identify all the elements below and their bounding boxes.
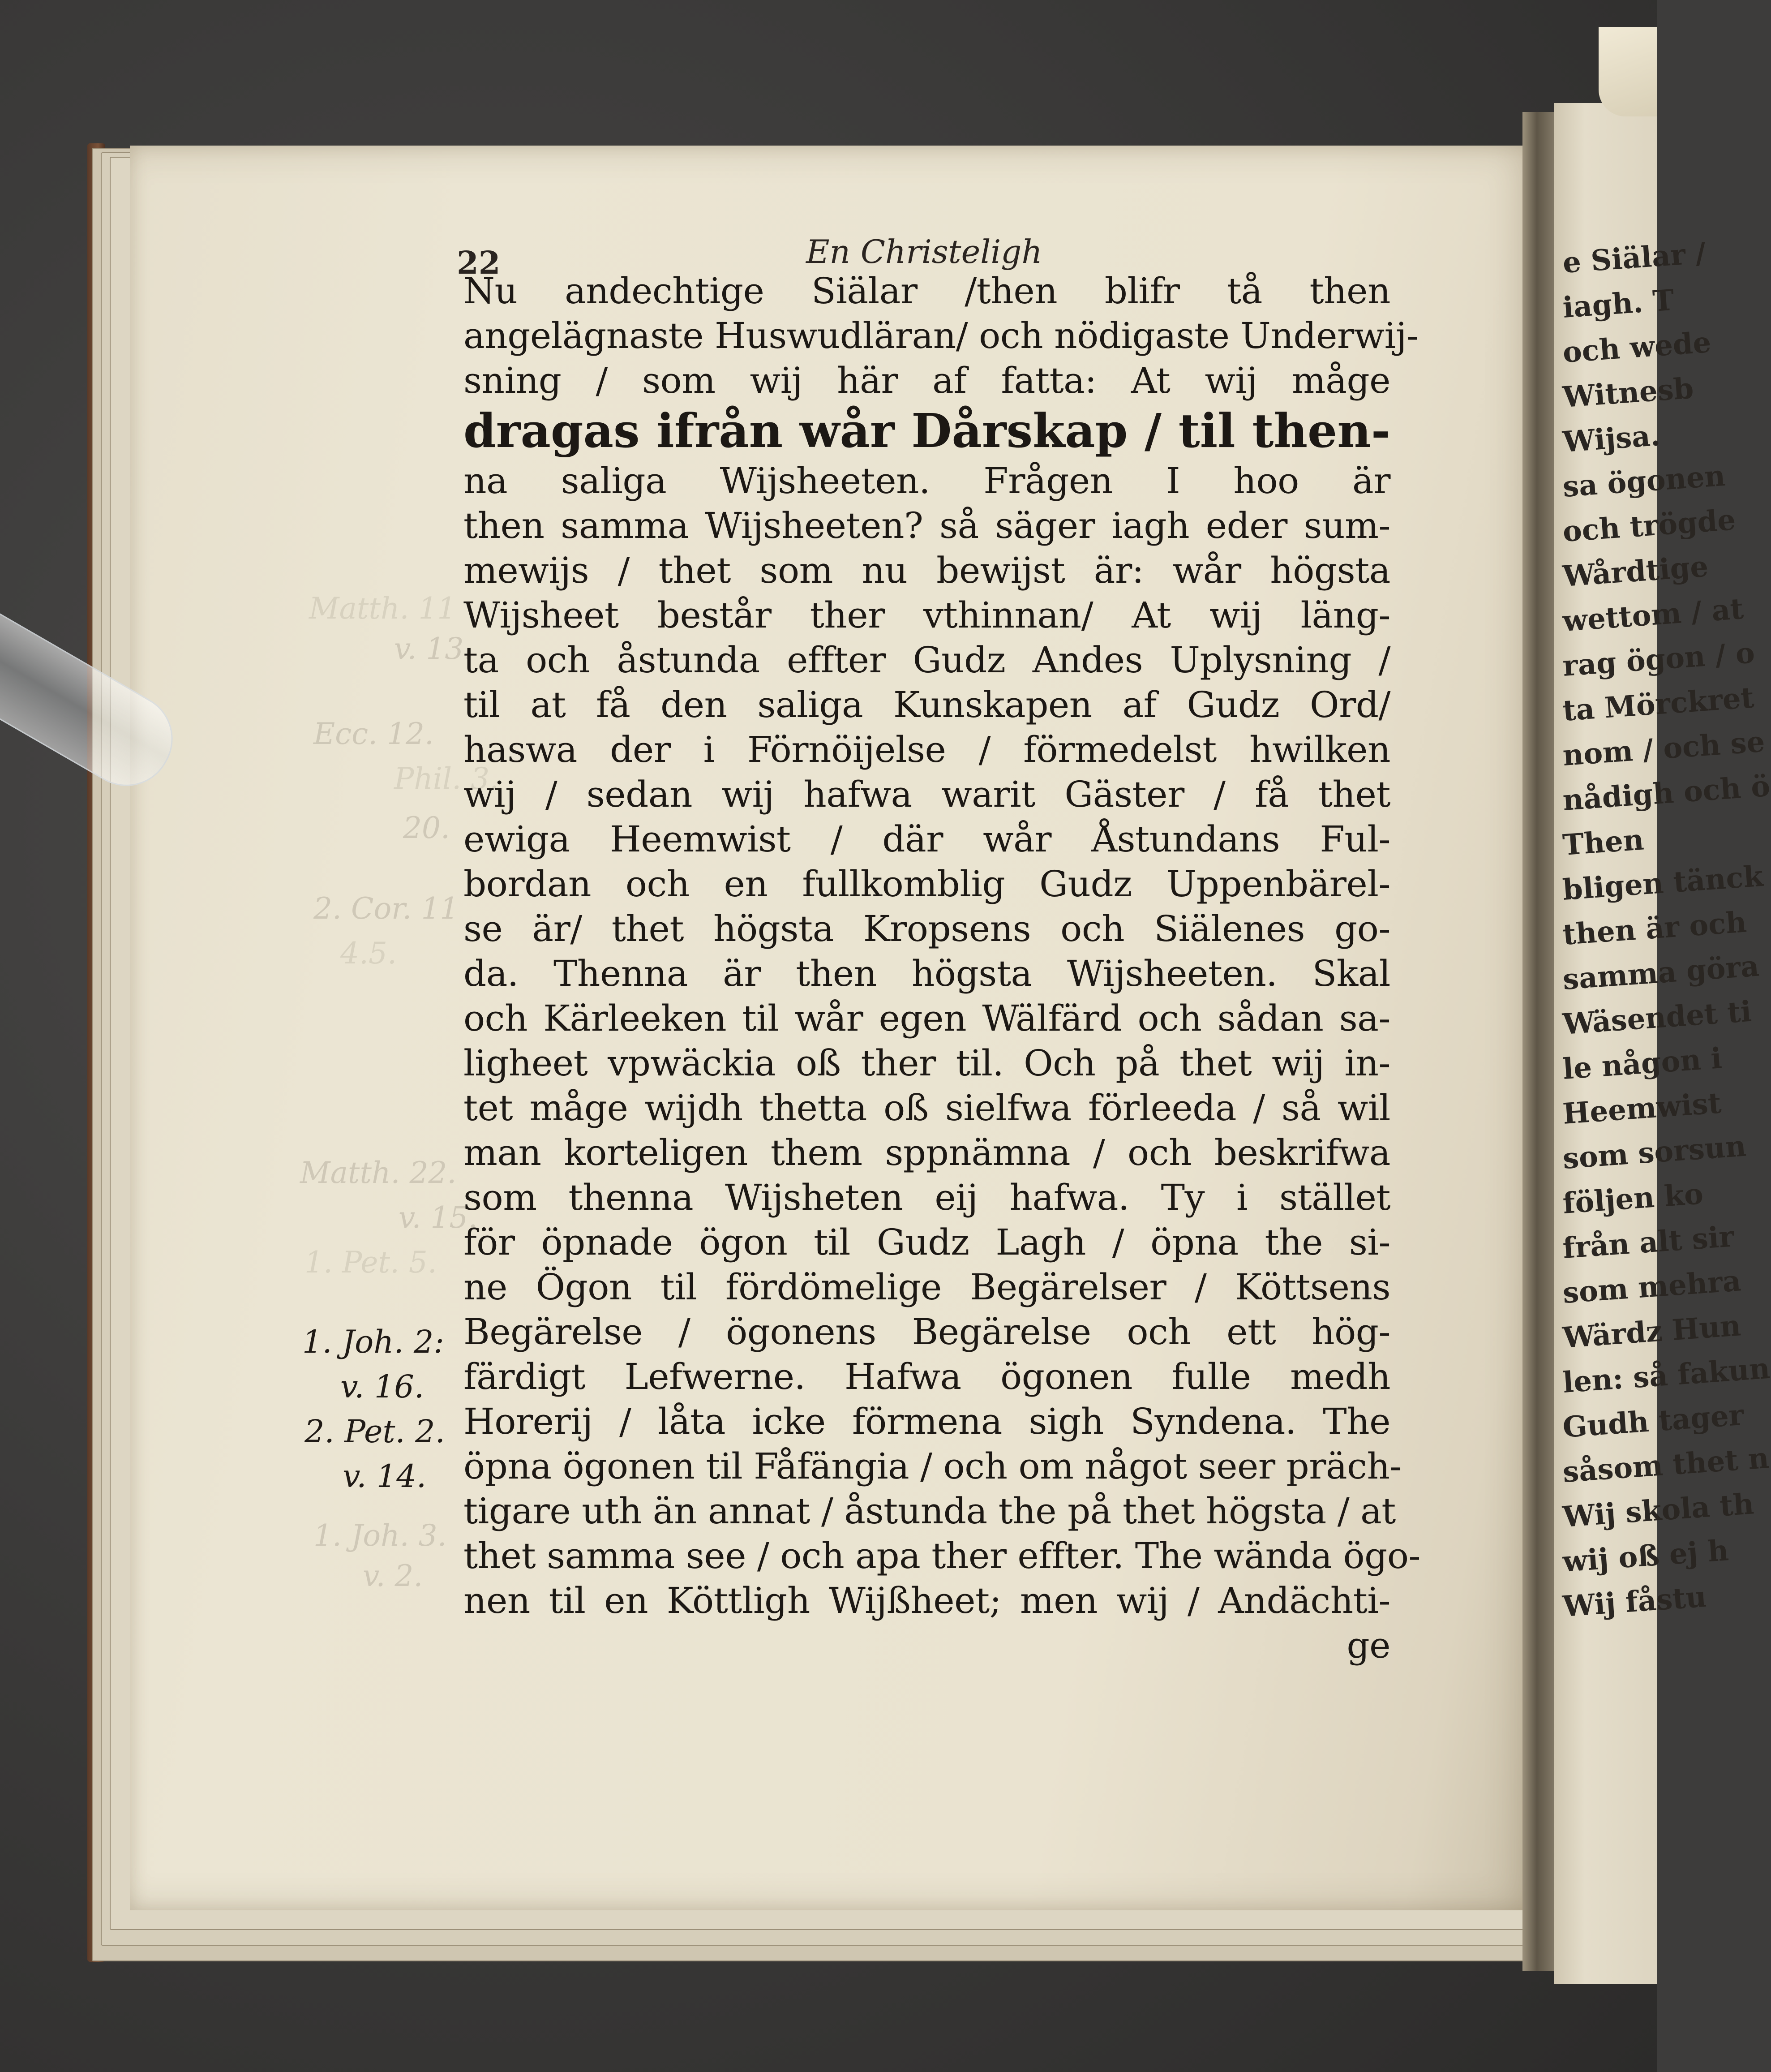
text-line: man korteligen them sppnämna / och beskrifwa [463, 1132, 1390, 1174]
page-number: 22 [457, 244, 501, 281]
facing-page-line: sa ögonen [1561, 459, 1727, 504]
facing-page-line: ta Mörckret [1561, 681, 1755, 728]
facing-page-line: som mehra [1561, 1264, 1742, 1310]
facing-page-line: Wij fåstu [1561, 1580, 1708, 1624]
text-line: se är/ thet högsta Kropsens och Siälenes go- [463, 908, 1390, 950]
text-line: som thenna Wijsheten eij hafwa. Ty i stället [463, 1177, 1390, 1218]
facing-page-line: wij oß ej h [1561, 1534, 1730, 1579]
text-line: mewijs / thet som nu bewijst är: wår högsta [463, 550, 1390, 591]
folded-page-corner [1599, 27, 1657, 116]
facing-page-line: Wijsa. [1561, 418, 1662, 459]
facing-page-line: Wärdz Hun [1561, 1309, 1742, 1355]
facing-page-line: Gudh tager [1561, 1398, 1745, 1444]
facing-page-line: samma göra [1561, 949, 1760, 997]
text-line: Nu andechtige Siälar /then blifr tå then [463, 270, 1390, 312]
show-through-text: 1. Joh. 3. [313, 1518, 447, 1553]
facing-page-line: från alt sir [1561, 1220, 1735, 1265]
facing-page-line: Wij skola th [1561, 1487, 1755, 1534]
text-line: Horerij / låta icke förmena sigh Syndena. The [463, 1401, 1390, 1442]
facing-page-line: och trögde [1561, 503, 1737, 549]
text-line: ewiga Heemwist / där wår Åstundans Ful- [463, 818, 1390, 860]
margin-note: v. 16. [340, 1368, 425, 1405]
facing-page-line: nom / och se [1561, 725, 1766, 773]
facing-page-line: och wede [1561, 325, 1712, 370]
running-title: En Christeligh [806, 233, 1042, 271]
margin-note: v. 14. [343, 1458, 427, 1495]
text-line: och Kärleeken til wår egen Wälfärd och sådan sa- [463, 997, 1390, 1039]
facing-page-line: rag ögon / o [1561, 636, 1756, 683]
show-through-text: Matth. 11 [309, 591, 456, 626]
text-line: tigare uth än annat / åstunda the på thet högsta / at [463, 1490, 1396, 1532]
facing-page-line: som sorsun [1561, 1129, 1747, 1176]
body-text [463, 269, 1421, 1668]
show-through-text: Matth. 22. [300, 1156, 457, 1190]
show-through-text: 4.5. [340, 936, 397, 971]
text-line: wij / sedan wij hafwa warit Gäster / få thet [463, 774, 1390, 815]
facing-page-line: Heemwist [1561, 1086, 1723, 1131]
show-through-text: v. 15. [399, 1200, 478, 1235]
facing-page-line: then är och [1561, 905, 1748, 952]
text-line: til at få den saliga Kunskapen af Gudz Ord/ [463, 684, 1390, 726]
margin-note: 2. Pet. 2. [304, 1413, 445, 1450]
facing-page [1554, 103, 1771, 1984]
text-line: bordan och en fullkomblig Gudz Uppenbärel- [463, 863, 1390, 905]
text-line: ta och åstunda effter Gudz Andes Uplysning / [463, 639, 1390, 681]
show-through-text: 20. [403, 811, 450, 845]
text-line: öpna ögonen til Fåfängia / och om något seer präch- [463, 1445, 1402, 1487]
text-line: nen til en Köttligh Wijßheet; men wij / Andächti- [463, 1580, 1390, 1621]
show-through-text: Ecc. 12. [313, 717, 434, 751]
show-through-text: 2. Cor. 11 [313, 891, 459, 926]
show-through-text: 1. Pet. 5. [304, 1245, 437, 1280]
text-line: färdigt Lefwerne. Hafwa ögonen fulle medh [463, 1356, 1390, 1397]
facing-page-line: bligen tänck [1561, 859, 1765, 907]
facing-page-line: Witnesb [1561, 371, 1695, 414]
margin-note: 1. Joh. 2: [302, 1324, 444, 1360]
facing-page-line: len: så fakun [1561, 1351, 1771, 1400]
text-line: tet måge wijdh thetta oß sielfwa förleeda / så wil [463, 1087, 1390, 1129]
text-line: thet samma see / och apa ther effter. The wända ögo- [463, 1535, 1421, 1577]
facing-page-line: Wårdtige [1561, 550, 1710, 593]
show-through-text: v. 2. [363, 1559, 423, 1593]
facing-page-line: e Siälar / [1561, 236, 1707, 280]
facing-page-line: Wäsendet ti [1561, 994, 1753, 1041]
facing-page-line: följen ko [1561, 1177, 1705, 1221]
facing-page-line: wettom / at [1561, 592, 1745, 638]
text-line: haswa der i Förnöijelse / förmedelst hwilken [463, 729, 1390, 770]
book-gutter [1522, 112, 1558, 1971]
text-line: ne Ögon til fördömelige Begärelser / Köttsens [463, 1266, 1390, 1308]
text-line: dragas ifrån wår Dårskap / til then- [463, 403, 1390, 458]
catchword: ge [1346, 1625, 1390, 1666]
facing-page-line: le någon i [1561, 1041, 1723, 1086]
text-line: Begärelse / ögonens Begärelse och ett hög- [463, 1311, 1390, 1353]
text-line: för öpnade ögon til Gudz Lagh / öpna the si- [463, 1221, 1390, 1263]
text-line: Wijsheet består ther vthinnan/ At wij läng- [463, 594, 1390, 636]
text-line: da. Thenna är then högsta Wijsheeten. Skal [463, 953, 1390, 994]
text-line: then samma Wijsheeten? så säger iagh eder sum- [463, 505, 1390, 546]
facing-page-line: Then [1561, 823, 1645, 862]
facing-page-line: nådigh och ö [1561, 769, 1771, 817]
facing-page-line: iagh. T [1561, 283, 1676, 325]
text-line: angelägnaste Huswudläran/ och nödigaste Underwij- [463, 315, 1419, 357]
text-line: na saliga Wijsheeten. Frågen I hoo är [463, 460, 1390, 502]
text-line: sning / som wij här af fatta: At wij måge [463, 360, 1390, 401]
text-line: ligheet vpwäckia oß ther til. Och på thet wij in- [463, 1042, 1390, 1084]
facing-page-line: såsom thet n [1561, 1441, 1770, 1489]
show-through-text: v. 13. [394, 632, 473, 666]
show-through-text: Phil. 3. [394, 761, 499, 796]
